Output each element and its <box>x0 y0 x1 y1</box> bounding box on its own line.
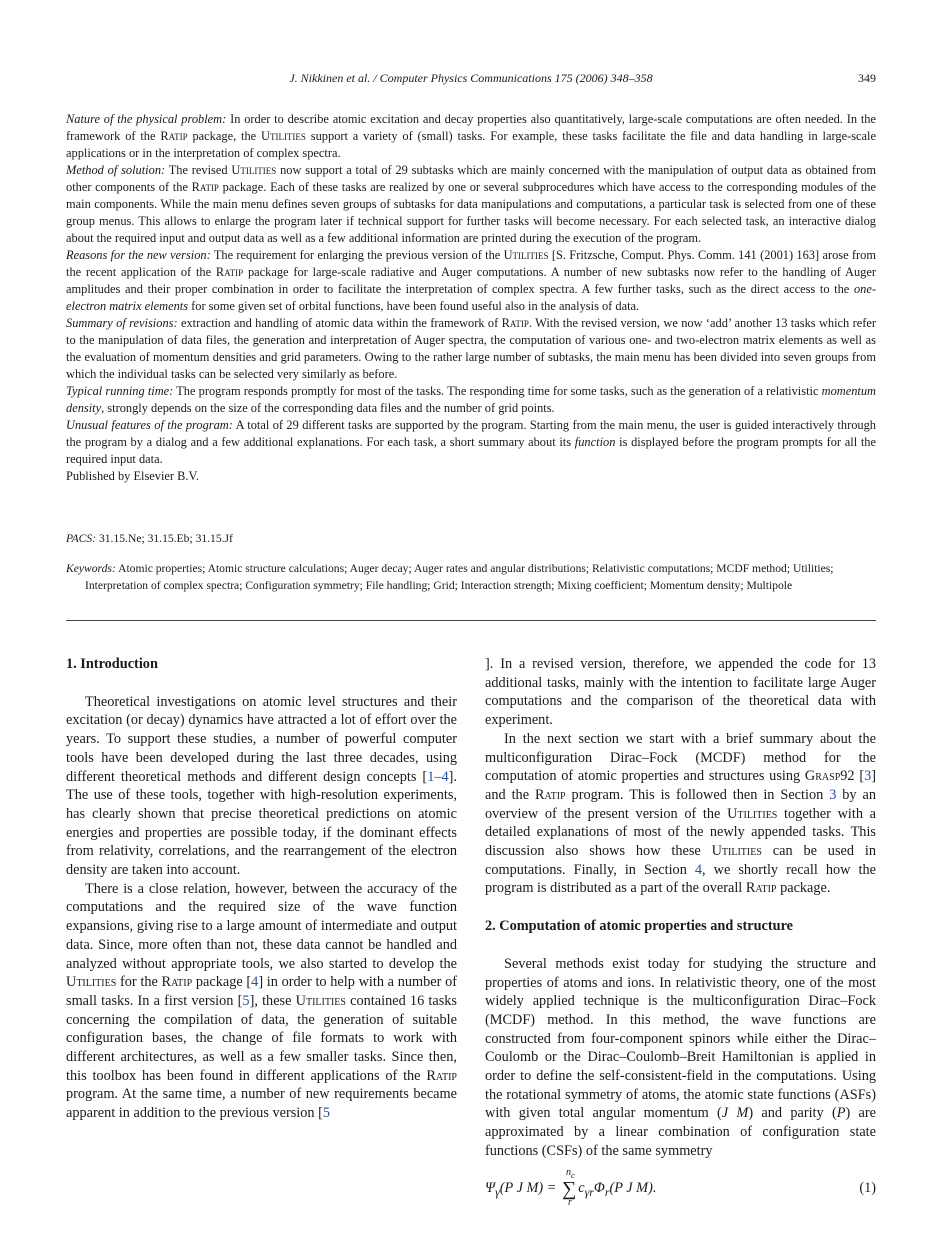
pacs-label: PACS: <box>66 532 97 545</box>
text: Theoretical investigations on atomic level structures and their excitation (or decay) dynamics have attracted a lot of effort over the years. To support these studies, a number of powerful computer tools have been developed during the last three decades, using different theoretical methods and different design concepts [ <box>66 693 457 785</box>
eq-sub: r <box>604 1184 610 1199</box>
text: There is a close relation, however, between the accuracy of the computations and the required size of the wave function expansions, giving rise to a large amount of intermediate and output data. Since, more often than not, these data cannot be handled and analyzed without appropriate tools, we also started to develop the <box>66 880 457 972</box>
text: The revised <box>165 163 232 177</box>
small-caps-name: Grasp <box>804 768 841 785</box>
text: ], these <box>249 992 296 1009</box>
text: now support a total of 29 subtasks which are mainly concerned with the manipulation of output data as obtained from other components of the <box>66 163 876 194</box>
right-column <box>485 655 876 1209</box>
divider <box>66 620 876 621</box>
small-caps-name: Ratip <box>501 316 529 330</box>
small-caps-name: Ratip <box>160 129 188 143</box>
small-caps-name: Ratip <box>191 180 219 194</box>
text: ] in order to help with a number of small tasks. In a first version [ <box>66 974 457 1009</box>
citation-link[interactable]: 4 <box>694 861 703 878</box>
eq-args: (P J M). <box>609 1179 657 1196</box>
left-column <box>66 655 457 1123</box>
small-caps-name: Ratip <box>161 974 193 991</box>
text: package [ <box>192 974 252 991</box>
paragraph <box>66 247 876 315</box>
text: ] and the <box>485 768 876 803</box>
section-heading-computation: 2. Computation of atomic properties and structure <box>485 918 794 935</box>
italic-text: J M <box>721 1105 749 1122</box>
citation-link[interactable]: 5 <box>322 1105 331 1122</box>
text: In order to describe atomic excitation and decay properties also quantitatively, large-scale computations are often needed. In the framework of the <box>66 112 876 143</box>
small-caps-name: Ratip <box>534 786 566 803</box>
paragraph <box>66 315 876 383</box>
paragraph-continued <box>485 655 876 730</box>
text: package, the <box>187 129 261 143</box>
citation-link[interactable]: 1–4 <box>427 768 449 785</box>
italic-text: Unusual features of the program: <box>66 418 233 432</box>
small-caps-name: Utilities <box>503 248 549 262</box>
sum-upper: $n_c$ <box>565 1166 575 1180</box>
small-caps-name: Utilities <box>711 843 762 860</box>
text: [S. Fritzsche, Comput. Phys. Comm. 141 (2001) 163] arose from the recent application of the <box>66 248 876 279</box>
citation-link[interactable]: 3 <box>864 768 872 785</box>
text: . With the revised version, we now ‘add’ another 13 tasks which refer to the manipulation of data files, the generation and interpretation of Auger spectra, the computation of various one- and two-electron matrix elements as well as the evaluation of momentum densities and grid parameters. Owing to the rather large number of subtasks, the main menu has been divided into seven groups from which the individual tasks can be selected very similarly as before. <box>66 316 876 381</box>
equation-body <box>485 1166 657 1208</box>
eq-coef: c <box>578 1179 585 1196</box>
text: , strongly depends on the size of the corresponding data files and the number of grid points. <box>101 401 555 415</box>
eq-lhs: Ψ <box>485 1179 496 1196</box>
eq-args: (P J M) = <box>499 1179 560 1196</box>
text: for the <box>116 974 162 991</box>
small-caps-name: Ratip <box>426 1067 457 1084</box>
pacs-value: 31.15.Ne; 31.15.Eb; 31.15.Jf <box>96 532 233 545</box>
text: package. Each of these tasks are realized by one or several subprocedures which have access to the corresponding modules of the main components. While the main menu defines seven groups of subtasks for data manipulations and computations, a particular task is selected from one of these group menus. This allows to enlarge the program later if technical support for further tasks will become necessary. For each selected task, an interactive dialog about the required input and output data as well as a few additional information are printed during the execution of the program. <box>66 180 877 245</box>
paragraph <box>66 468 876 485</box>
equation-number: (1) <box>859 1179 876 1196</box>
small-caps-name: Ratip <box>745 880 777 897</box>
running-header <box>66 71 876 86</box>
paragraph <box>66 111 876 162</box>
paragraph <box>66 417 876 468</box>
text: Published by Elsevier B.V. <box>66 469 199 483</box>
text: by an overview of the present version of the <box>485 786 876 822</box>
italic-text: P <box>836 1105 846 1122</box>
italic-text: Nature of the physical problem: <box>66 112 227 126</box>
text: support a variety of (small) tasks. For example, these tasks facilitate the file and data handling in large-scale applications or in the interpretation of complex spectra. <box>66 129 876 160</box>
text: is displayed before the program prompts for all the required input data. <box>66 435 876 466</box>
keywords-value: Atomic properties; Atomic structure calculations; Auger decay; Auger rates and angular distributions; Relativistic computations; MCDF method; Utilities; Interpretation of complex spectra; Configuration symmetry; File handling; Grid; Interaction strength; Mixing coefficient; Momentum density; Multipole <box>85 562 834 592</box>
text: package for large-scale radiative and Auger computations. A number of new subtasks now refer to the handling of Auger amplitudes and their proper combination in order to facilitate the interpretation of complex spectra. A few further tasks, such as the direct access to the <box>66 265 876 296</box>
section-heading-introduction: 1. Introduction <box>66 656 158 672</box>
italic-text: one-electron matrix elements <box>66 282 876 313</box>
running-title: J. Nikkinen et al. / Computer Physics Communications 175 (2006) 348–358 <box>289 71 653 85</box>
italic-text: momentum density <box>66 384 876 415</box>
program-summary <box>66 111 876 485</box>
text: can be used in computations. Finally, in Section <box>485 843 876 878</box>
italic-text: Method of solution: <box>66 163 166 177</box>
text: ) and parity ( <box>748 1105 837 1122</box>
paragraph <box>66 693 457 880</box>
italic-text: Reasons for the new version: <box>66 248 211 262</box>
text: The program responds promptly for most of the tasks. The responding time for some tasks, such as the generation of a relativistic <box>173 384 822 398</box>
small-caps-name: Utilities <box>261 129 306 143</box>
text: ]. In a revised version, therefore, we appended the code for 13 additional tasks, mainly with the intention to facilitate large Auger computations and the comparison of the theoretical data with experiment. <box>485 656 876 729</box>
text: program. At the same time, a number of new requirements became apparent in addition to the previous version [ <box>66 1086 457 1122</box>
keywords-label: Keywords: <box>66 562 116 575</box>
small-caps-name: Utilities <box>66 974 117 991</box>
text: Several methods exist today for studying the structure and properties of atoms and ions. In relativistic theory, one of the most widely applied technique is the multiconfiguration Dirac–Fock (MCDF) method. In this method, the wave functions are constructed from four-component spinors while either the Dirac–Coulomb or the Dirac–Coulomb–Breit Hamiltonian is applied in order to define the self-consistent-field in the computations. Using the rotational symmetry of atoms, the atomic state functions (ASFs) with given total angular momentum ( <box>485 955 876 1122</box>
paragraph <box>66 162 876 247</box>
paragraph <box>485 730 876 898</box>
eq-rhs: Φ <box>593 1179 605 1196</box>
text: ]. The use of these tools, together with high-resolution experiments, has clearly shown that precise theoretical predictions on atomic energies and properties are possible today, if the dominant effects from relativity, correlations, and the rearrangement of the electron density are taken into account. <box>66 768 457 879</box>
citation-link[interactable]: 4 <box>251 974 259 991</box>
spacer <box>485 936 876 955</box>
paragraph <box>66 383 876 417</box>
text: , we shortly recall how the program is distributed as a part of the overall <box>485 861 876 897</box>
small-caps-name: Ratip <box>215 265 244 279</box>
text: together with a detailed explanations of most of the newly appended tasks. This discussion also shows how these <box>485 805 877 860</box>
keywords <box>66 560 885 594</box>
text: ) are approximated by a linear combination of configuration state functions (CSFs) of the same symmetry <box>485 1105 876 1159</box>
text: extraction and handling of atomic data within the framework of <box>177 316 502 330</box>
small-caps-name: Utilities <box>295 992 346 1009</box>
equation-1 <box>485 1167 876 1209</box>
citation-link[interactable]: 5 <box>242 992 250 1009</box>
small-caps-name: Utilities <box>231 163 277 177</box>
text: The requirement for enlarging the previous version of the <box>210 248 504 262</box>
paragraph <box>66 880 457 1123</box>
pacs <box>66 532 233 545</box>
eq-sub: γ <box>495 1184 500 1199</box>
text: contained 16 tasks concerning the compilation of data, the generation of suitable configuration bases, the change of file formats to work with different architectures, as well as a few smaller tasks. Since then, this toolbox has been found in different applications of the <box>66 992 457 1084</box>
text: program. This is followed then in Section <box>565 786 830 803</box>
text: A total of 29 different tasks are supported by the program. Starting from the main menu, the user is guided interactively through the program by a dialog and a few additional explanations. For each task, a short summary about its <box>66 418 876 449</box>
text: In the next section we start with a brief summary about the multiconfiguration Dirac–Fock (MCDF) method for the computation of atomic properties and structures using <box>485 730 876 785</box>
italic-text: Typical running time: <box>66 384 174 398</box>
citation-link[interactable]: 3 <box>829 786 837 803</box>
italic-text: Summary of revisions: <box>66 316 178 330</box>
italic-text: function <box>574 435 616 449</box>
summation: ∑ $n_c$ r <box>562 1180 576 1199</box>
sum-upper-sub: c <box>570 1170 575 1180</box>
paragraph <box>485 955 876 1161</box>
text: for some given set of orbital functions, have been found useful also in the analysis of data. <box>188 299 640 313</box>
text: package. <box>776 880 831 897</box>
spacer <box>485 898 876 917</box>
small-caps-name: Utilities <box>727 805 778 822</box>
eq-sub: γr <box>584 1184 594 1199</box>
sum-lower: r <box>567 1196 572 1208</box>
page-number: 349 <box>858 71 876 85</box>
text: 92 [ <box>840 768 865 785</box>
